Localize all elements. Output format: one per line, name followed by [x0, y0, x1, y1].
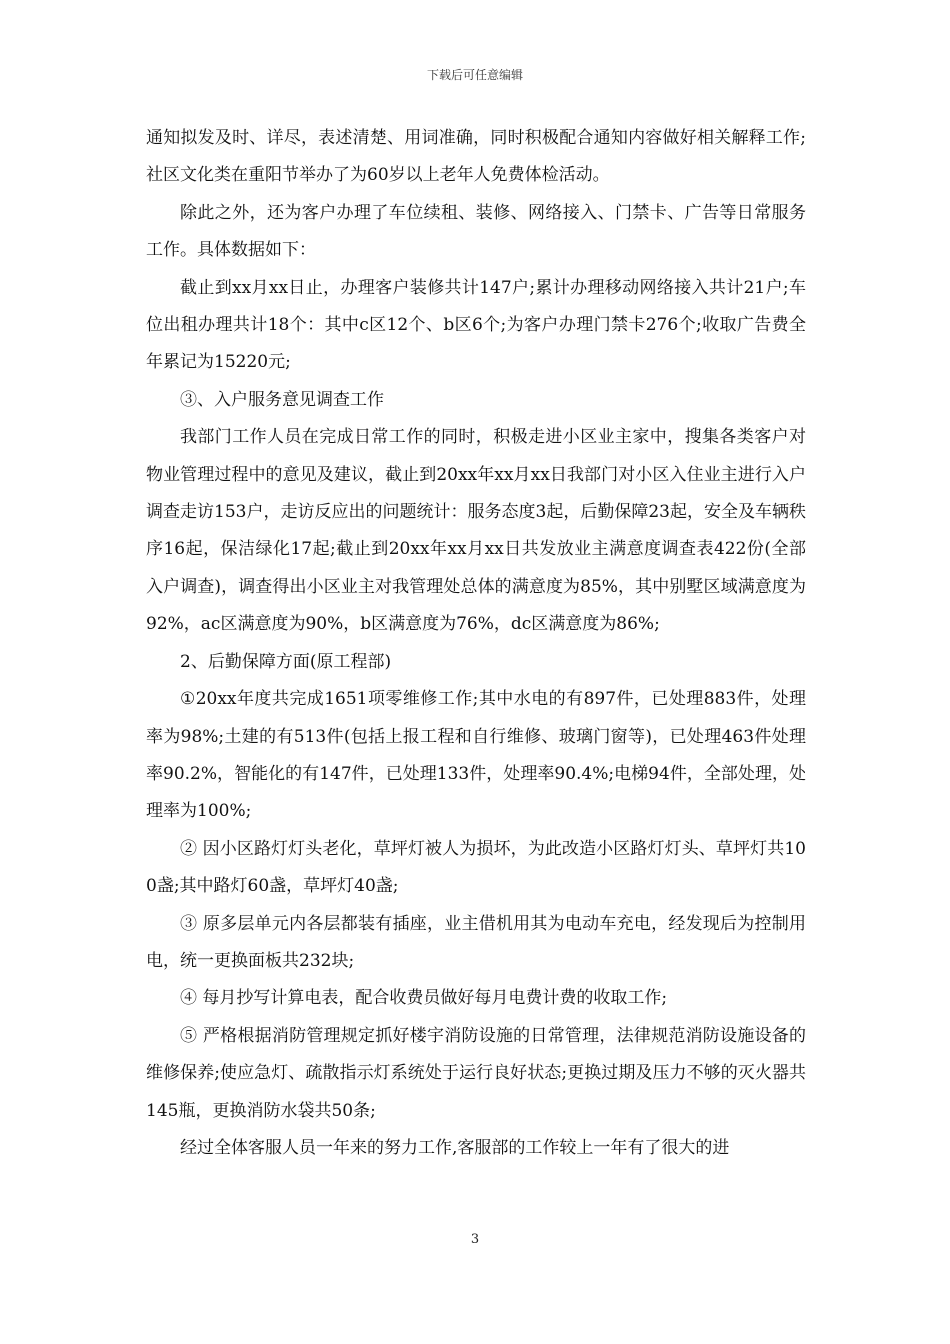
paragraph-9: ③ 原多层单元内各层都装有插座，业主借机用其为电动车充电，经发现后为控制用电，统一更换面板共232块; [146, 913, 806, 971]
paragraph-5: 我部门工作人员在完成日常工作的同时，积极走进小区业主家中，搜集各类客户对物业管理过程中的意见及建议，截止到20xx年xx月xx日我部门对小区入住业主进行入户调查走访153户，走访反应出的问题统计：服务态度3起，后勤保障23起，安全及车辆秩序16起，保洁绿化17起;截止到20xx年xx月xx日共发放业主满意度调查表422份(全部入户调查)，调查得出小区业主对我管理处总体的满意度为85%，其中别墅区域满意度为92%，ac区满意度为90%，b区满意度为76%，dc区满意度为86%; [146, 427, 806, 635]
paragraph-11: ⑤ 严格根据消防管理规定抓好楼宇消防设施的日常管理，法律规范消防设施设备的维修保养;使应急灯、疏散指示灯系统处于运行良好状态;更换过期及压力不够的灭火器共145瓶，更换消防水袋共50条; [146, 1025, 806, 1121]
paragraph-7: ①20xx年度共完成1651项零维修工作;其中水电的有897件，已处理883件，处理率为98%;土建的有513件(包括上报工程和自行维修、玻璃门窗等)，已处理463件处理率90.2%，智能化的有147件，已处理133件，处理率90.4%;电梯94件，全部处理，处理率为100%; [146, 689, 806, 822]
paragraph-1: 通知拟发及时、详尽，表述清楚、用词准确，同时积极配合通知内容做好相关解释工作;社区文化类在重阳节举办了为60岁以上老年人免费体检活动。 [146, 128, 806, 186]
paragraph-8: ② 因小区路灯灯头老化，草坪灯被人为损坏，为此改造小区路灯灯头、草坪灯共100盏;其中路灯60盏，草坪灯40盏; [146, 838, 806, 897]
section-heading-logistics: 2、后勤保障方面(原工程部) [180, 651, 392, 672]
page-number: 3 [470, 1232, 480, 1247]
paragraph-2: 除此之外，还为客户办理了车位续租、装修、网络接入、门禁卡、广告等日常服务工作。具体数据如下： [146, 202, 806, 261]
section-heading-survey: ③、入户服务意见调查工作 [180, 389, 384, 410]
page-header: 下载后可任意编辑 [426, 68, 523, 82]
paragraph-10: ④ 每月抄写计算电表，配合收费员做好每月电费计费的收取工作; [180, 988, 668, 1009]
paragraph-3: 截止到xx月xx日止，办理客户装修共计147户;累计办理移动网络接入共计21户;车位出租办理共计18个：其中c区12个、b区6个;为客户办理门禁卡276个;收取广告费全年累记为15220元; [146, 277, 806, 373]
document-body [146, 120, 806, 1167]
paragraph-12: 经过全体客服人员一年来的努力工作,客服部的工作较上一年有了很大的进 [180, 1137, 730, 1158]
